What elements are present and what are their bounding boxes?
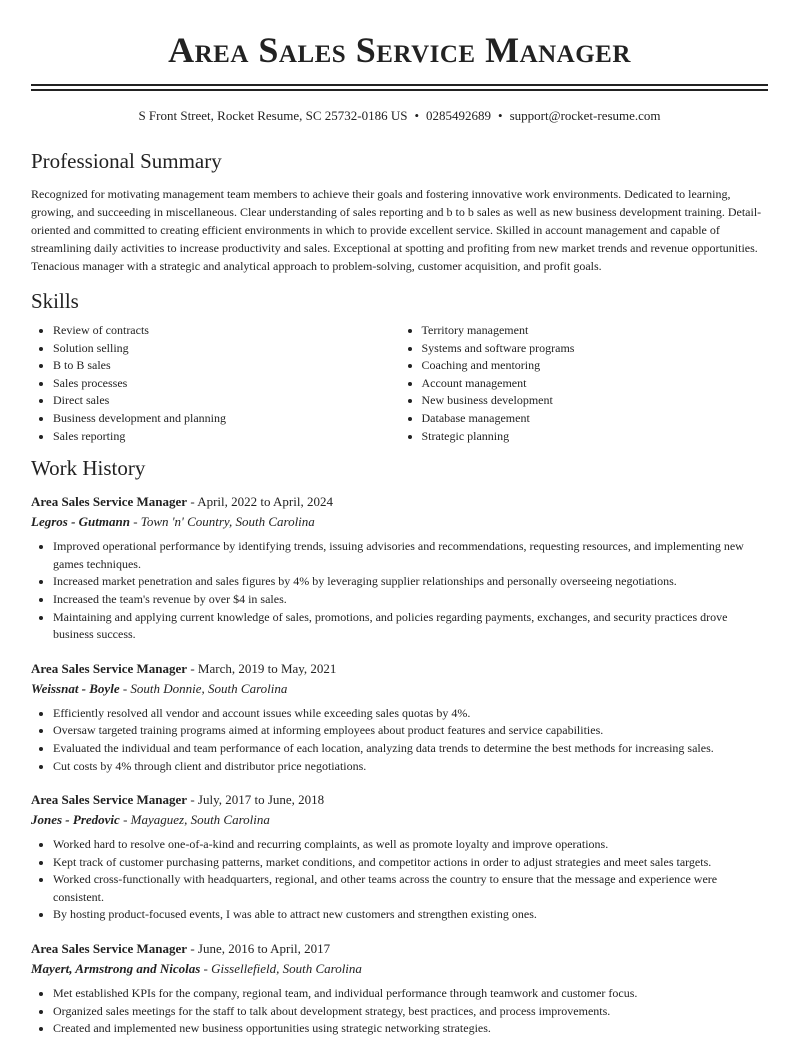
job-location: - Gissellefield, South Carolina <box>200 961 362 977</box>
job-company: Legros - Gutmann <box>31 514 130 530</box>
job-title: Area Sales Service Manager <box>31 941 188 957</box>
skill-item: • Sales processes <box>53 375 400 393</box>
job-company-line <box>31 960 768 978</box>
job-bullet: • By hosting product-focused events, I was able to attract new customers and strengthen existing ones. <box>53 906 768 924</box>
job-company: Mayert, Armstrong and Nicolas <box>31 961 201 977</box>
job-title-line <box>31 660 768 678</box>
resume-name: Area Sales Service Manager <box>168 30 631 70</box>
summary-heading: Professional Summary <box>31 149 222 173</box>
skill-item: • B to B sales <box>53 357 400 375</box>
job-bullet: • Evaluated the individual and team performance of each location, analyzing data trends to determine the best methods for increasing sales. <box>53 740 768 758</box>
job-company-line <box>31 680 768 698</box>
job-entry <box>31 660 768 775</box>
job-dates: - April, 2022 to April, 2024 <box>187 494 333 510</box>
job-title: Area Sales Service Manager <box>31 494 188 510</box>
skill-item: • Solution selling <box>53 340 400 358</box>
skills-list <box>31 322 768 445</box>
job-bullets <box>31 836 768 924</box>
job-title: Area Sales Service Manager <box>31 660 188 676</box>
contact-address: S Front Street, Rocket Resume, SC 25732-0186 US <box>138 108 408 123</box>
job-bullet: • Maintaining and applying current knowledge of sales, promotions, and policies regarding payments, exchanges, and security practices drove business success. <box>53 609 768 644</box>
job-entry <box>31 940 768 1038</box>
job-company: Jones - Predovic <box>31 812 120 828</box>
work-history-heading: Work History <box>31 456 146 481</box>
skills-heading: Skills <box>31 289 79 313</box>
job-company: Weissnat - Boyle <box>31 680 120 696</box>
summary-text: Recognized for motivating management team members to achieve their goals and fostering innovative work environments. Dedicated to learning, growing, and succeeding in miscellaneous. Clear understanding of sales reporting and b to b sales as well as new business development training. Detail-oriented and committed to creating efficient environments in which to provide excellent service. Skilled in account management and capable of streamlining daily activities to increase productivity and sales. Exceptional at spotting and profiting from new market trends and revenue opportunities. Tenacious manager with a strategic and analytical approach to problem-solving, customer acquisition, and profit goals. <box>31 187 762 273</box>
skill-item: • Coaching and mentoring <box>422 357 769 375</box>
job-bullet: • Organized sales meetings for the staff to talk about development strategy, best practices, and process improvements. <box>53 1003 768 1021</box>
skill-item: • Strategic planning <box>422 428 769 446</box>
job-company-line <box>31 811 768 829</box>
skill-item: • Business development and planning <box>53 410 400 428</box>
job-entry <box>31 791 768 924</box>
skill-item: • Systems and software programs <box>422 340 769 358</box>
skill-item: • Account management <box>422 375 769 393</box>
job-bullets <box>31 538 768 644</box>
job-location: - South Donnie, South Carolina <box>119 680 288 696</box>
job-dates: - March, 2019 to May, 2021 <box>187 660 337 676</box>
skill-item: • Database management <box>422 410 769 428</box>
job-bullet: • Created and implemented new business opportunities using strategic networking strategies. <box>53 1020 768 1038</box>
job-bullet: • Increased market penetration and sales figures by 4% by leveraging supplier relationships and personally overseeing negotiations. <box>53 573 768 591</box>
job-bullet: • Efficiently resolved all vendor and account issues while exceeding sales quotas by 4%. <box>53 705 768 723</box>
contact-phone: 0285492689 <box>426 108 492 123</box>
job-bullet: • Increased the team's revenue by over $4 in sales. <box>53 591 768 609</box>
job-bullet: • Improved operational performance by identifying trends, issuing advisories and recommendations, requesting resources, and implementing new games techniques. <box>53 538 768 573</box>
job-bullets <box>31 705 768 775</box>
job-bullet: • Worked hard to resolve one-of-a-kind and recurring complaints, as well as promote loyalty and improve operations. <box>53 836 768 854</box>
job-entry <box>31 493 768 644</box>
skills-column-right <box>400 322 769 445</box>
contact-email: support@rocket-resume.com <box>509 108 661 123</box>
job-bullets <box>31 985 768 1038</box>
job-bullet: • Oversaw targeted training programs aimed at informing employees about product features and service capabilities. <box>53 722 768 740</box>
skill-item: • New business development <box>422 392 769 410</box>
job-title-line <box>31 940 768 958</box>
job-title-line <box>31 791 768 809</box>
skill-item: • Direct sales <box>53 392 400 410</box>
contact-separator: • <box>414 108 420 123</box>
skill-item: • Sales reporting <box>53 428 400 446</box>
job-bullet: • Met established KPIs for the company, regional team, and individual performance through teamwork and customer focus. <box>53 985 768 1003</box>
job-bullet: • Cut costs by 4% through client and distributor price negotiations. <box>53 758 768 776</box>
skills-column-left <box>31 322 400 445</box>
job-dates: - June, 2016 to April, 2017 <box>187 941 331 957</box>
contact-line <box>31 108 768 124</box>
header-rule-top <box>31 84 768 86</box>
skill-item: • Territory management <box>422 322 769 340</box>
header-rule-bottom <box>31 89 768 91</box>
job-bullet: • Worked cross-functionally with headquarters, regional, and other teams across the country to ensure that the message and experience were consistent. <box>53 871 768 906</box>
job-bullet: • Kept track of customer purchasing patterns, market conditions, and competitor actions in order to adjust strategies and meet sales targets. <box>53 854 768 872</box>
job-company-line <box>31 513 768 531</box>
job-location: - Town 'n' Country, South Carolina <box>129 514 315 530</box>
job-title: Area Sales Service Manager <box>31 792 188 808</box>
skill-item: • Review of contracts <box>53 322 400 340</box>
contact-separator: • <box>498 108 503 123</box>
job-dates: - July, 2017 to June, 2018 <box>187 792 325 808</box>
job-title-line <box>31 493 768 511</box>
job-location: - Mayaguez, South Carolina <box>119 812 270 828</box>
